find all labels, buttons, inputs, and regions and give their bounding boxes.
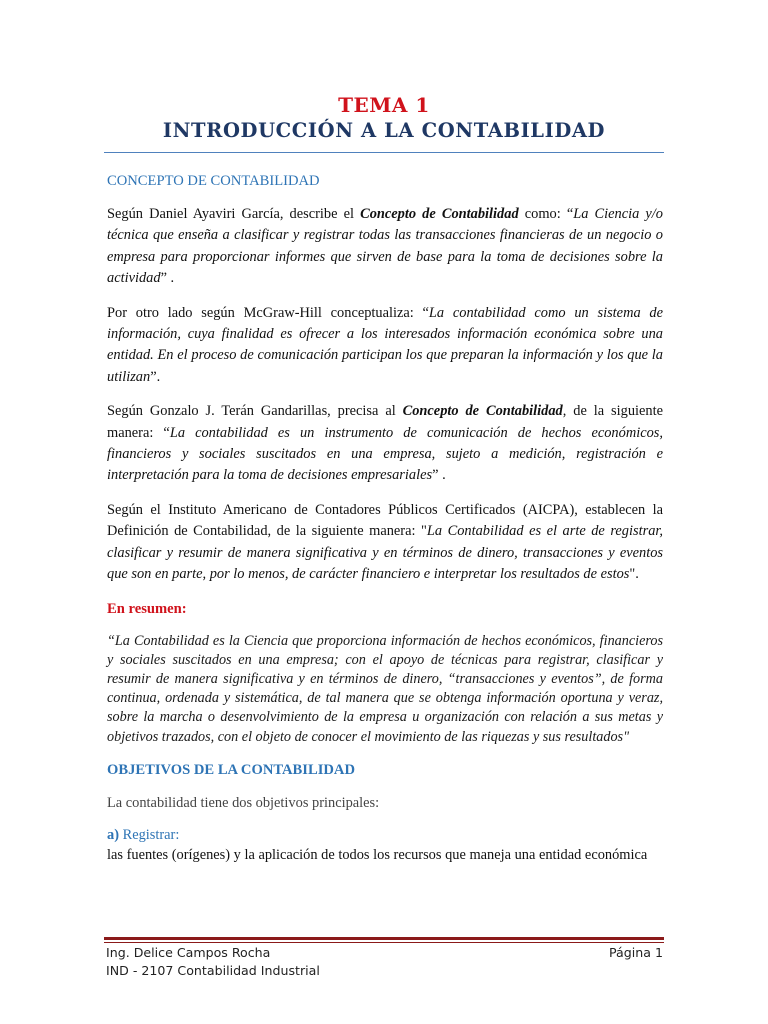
quote-text: La contabilidad es un instrumento de comunicación de hechos económicos, financieros y sociales suscitados en una empresa, sujeto a medición, registración e interpretación para la toma de decisiones empresariales (107, 424, 663, 484)
page-number: Página 1 (609, 945, 663, 960)
quote-text: La Ciencia y/o técnica que enseña a clasificar y registrar todas las transacciones financieras de un negocio o empresa para proporcionar informes que sirven de base para la toma de decisiones sobre la actividad (107, 206, 663, 287)
page-title: INTRODUCCIÓN A LA CONTABILIDAD (162, 119, 606, 142)
text-run: Según el Instituto Americano de Contadores Públicos Certificados (AICPA), establecen la Definición de Contabilidad, de la siguiente manera: " (107, 501, 663, 540)
text-run: ” . (160, 270, 175, 287)
text-run: ". (629, 566, 639, 583)
summary-paragraph: “La Contabilidad es la Ciencia que proporciona información de hechos económicos, financieros y sociales suscitados en una empresa; con el apoyo de técnicas para registrar, clasificar y resumir de manera significativa y en términos de dinero, “transacciones y eventos”, de forma continua, ordenada y sistemática, de tal manera que se obtenga información oportuna y veraz, sobre la marcha o desenvolvimiento de la empresa u organización con relación a sus metas y objetivos trazados, con el objeto de conocer el movimiento de las riquezas y sus resultados" (107, 632, 663, 745)
quote-text: La Contabilidad es el arte de registrar, clasificar y resumir de manera significativa y en términos de dinero, transacciones y eventos que son en parte, por lo menos, de carácter financiero e interpretar los resultados de estos (107, 523, 663, 583)
paragraph-aicpa (107, 500, 663, 586)
topic-number: TEMA 1 (338, 93, 430, 117)
objectives-intro: La contabilidad tiene dos objetivos principales: (107, 794, 380, 811)
text-run: como: “ (518, 206, 574, 222)
item-letter: a) (107, 827, 119, 844)
title-divider (104, 152, 664, 153)
page-footer (106, 944, 663, 980)
text-run: ” . (432, 467, 446, 484)
summary-heading: En resumen: (107, 600, 187, 617)
quote-text: La contabilidad como un sistema de información, cuya finalidad es ofrecer a los interesados información económica sobre una entidad. En el proceso de comunicación participan los que preparan la información y los que la utilizan (107, 304, 664, 385)
section-heading-objetivos: OBJETIVOS DE LA CONTABILIDAD (107, 761, 355, 778)
footer-course: IND - 2107 Contabilidad Industrial (106, 963, 320, 978)
objective-item-a-text: las fuentes (orígenes) y la aplicación de todos los recursos que maneja una entidad económica (107, 847, 648, 864)
paragraph-mcgraw-hill (107, 303, 663, 389)
section-heading-concepto: CONCEPTO DE CONTABILIDAD (107, 173, 320, 189)
text-run: ”. (150, 368, 161, 385)
paragraph-ayaviri (107, 204, 663, 290)
document-body (107, 171, 663, 866)
text-run: , de la siguiente manera: “ (107, 403, 663, 441)
footer-divider-thick (104, 937, 664, 940)
footer-author: Ing. Delice Campos Rocha (106, 945, 271, 960)
text-run: Por otro lado según McGraw-Hill conceptualiza: “ (107, 304, 429, 321)
paragraph-teran (107, 401, 663, 487)
objective-item-a-label (107, 826, 663, 845)
text-run: Según Daniel Ayaviri García, describe el (107, 206, 361, 222)
item-title: Registrar: (119, 827, 180, 844)
emphasis-term: Concepto de Contabilidad (360, 206, 519, 222)
emphasis-term: Concepto de Contabilidad (402, 403, 563, 420)
title-block (104, 92, 664, 144)
text-run: Según Gonzalo J. Terán Gandarillas, precisa al (107, 403, 403, 420)
footer-divider-thin (104, 942, 664, 943)
